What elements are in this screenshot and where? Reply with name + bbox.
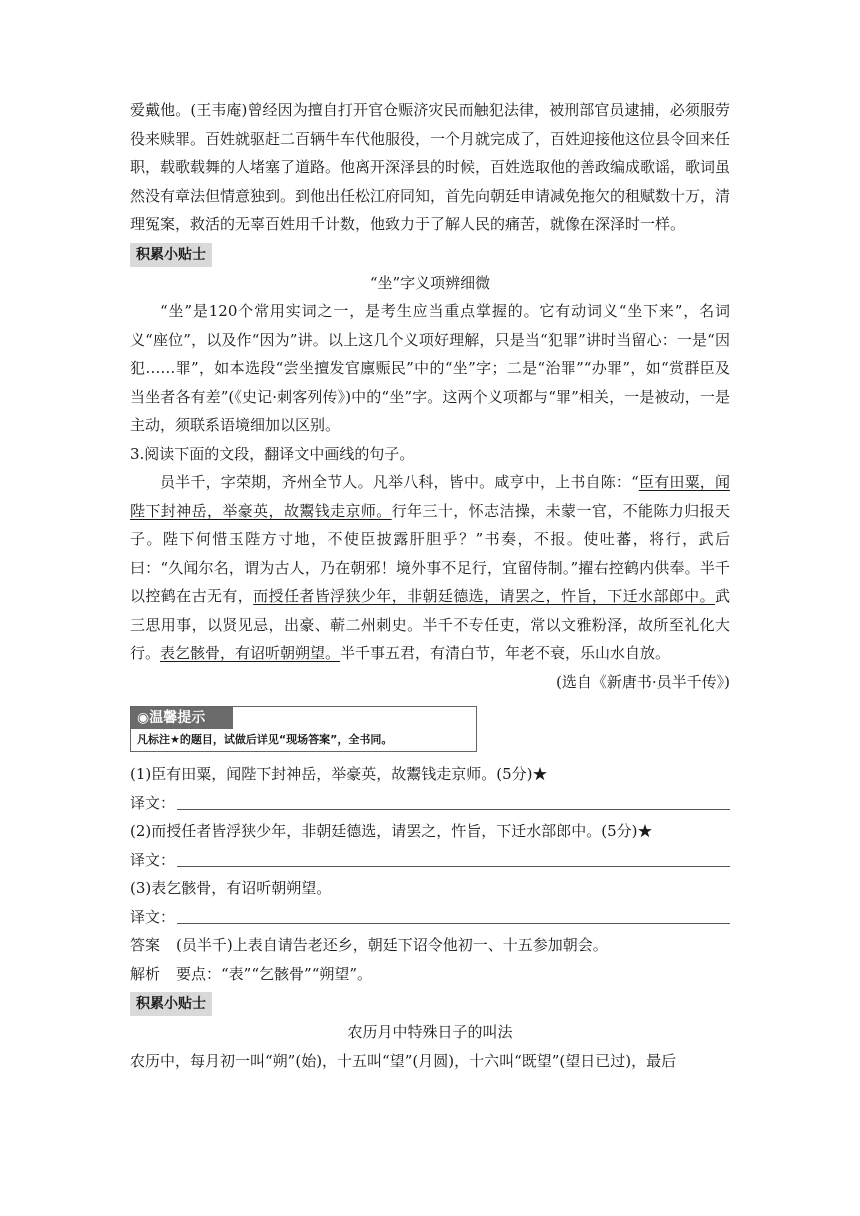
passage-text: 行年三十，怀志洁操，未蒙一官，不能陈力归报天子。陛下何惜玉陛方寸地，不使臣披露肝胆乎？”书奏，不报。使吐蕃，将行，武后曰：“久闻尔名，谓为古人，乃在朝邪！境外事不足行，宜留侍制。”擢右控鹤内供奉。半千以控鹤在古无有，: [130, 501, 730, 605]
intro-paragraph: 爱戴他。(王韦庵)曾经因为擅自打开官仓赈济灾民而触犯法律，被刑部官员逮捕，必须服劳役来赎罪。百姓就驱赶二百辆牛车代他服役，一个月就完成了，百姓迎接他这位县令回来任职，载歌载舞的人堵塞了道路。他离开深泽县的时候，百姓选取他的善政编成歌谣，歌词虽然没有章法但情意独到。到他出任松江府同知，首先向朝廷申请减免拖欠的租赋数十万，清理冤案，救活的无辜百姓用千计数，他致力于了解人民的痛苦，就像在深泽时一样。: [130, 101, 731, 233]
analysis-text: 要点：“表”“乞骸骨”“朔望”。: [176, 964, 373, 983]
sub-question-2: (2)而授任者皆浮狭少年，非朝廷德选，请罢之，忤旨，下迁水部郎中。(5分)★: [130, 822, 653, 840]
analysis-label: 解析: [130, 964, 161, 983]
translation-label: 译文：: [130, 793, 176, 812]
tip-header-2: 积累小贴士: [130, 992, 212, 1016]
source-citation: (选自《新唐书·员半千传》): [556, 672, 730, 691]
underlined-sentence-2: 而授任者皆浮狭少年，非朝廷德选，请罢之，忤旨，下迁水部郎中。: [253, 587, 715, 605]
sub-question-1: (1)臣有田粟，闻陛下封神岳，举豪英，故鬻钱走京师。(5分)★: [130, 765, 548, 783]
answer-blank-2[interactable]: [177, 848, 730, 867]
passage-text: 武三思用事，以贤见忌，出豪、蕲二州刺史。半千不专任吏，常以文雅粉泽，故所至礼化大行。: [130, 587, 730, 662]
passage-text: 员半千，字荣期，齐州全节人。凡举八科，皆中。咸亨中，上书自陈：“: [160, 473, 639, 491]
warm-tip-header: ◉温馨提示: [131, 707, 233, 729]
answer-label: 答案: [130, 936, 161, 954]
answer-line-3: [130, 903, 730, 932]
tip-title: “坐”字义项辨细微: [369, 273, 491, 292]
tip-header: 积累小贴士: [130, 243, 212, 267]
tip-body: “坐”是120个常用实词之一，是考生应当重点掌握的。它有动词义“坐下来”，名词义“座位”，以及作“因为”讲。以上这几个义项好理解，只是当“犯罪”讲时当留心：一是“因犯……罪”，如本选段“尝坐擅发官廪赈民”中的“坐”字；二是“治罪”“办罪”，如“赏群臣及当坐者各有差”(《史记·刺客列传》)中的“坐”字。这两个义项都与“罪”相关，一是被动，一是主动，须联系语境细加以区别。: [130, 302, 730, 434]
sub-question-3: (3)表乞骸骨，有诏听朝朔望。: [130, 879, 332, 897]
document-page: [130, 96, 730, 1075]
answer-row: [130, 931, 730, 960]
tip-title-2: 农历月中特殊日子的叫法: [347, 1023, 513, 1041]
underlined-sentence-3: 表乞骸骨，有诏听朝朔望。: [160, 644, 341, 662]
translation-label: 译文：: [130, 907, 176, 926]
answer-line-1: [130, 789, 730, 818]
translation-label: 译文：: [130, 850, 176, 869]
answer-text: (员半千)上表自请告老还乡，朝廷下诏令他初一、十五参加朝会。: [176, 936, 608, 954]
answer-blank-1[interactable]: [177, 791, 730, 810]
passage: [130, 468, 730, 668]
analysis-row: [130, 960, 730, 989]
answer-line-2: [130, 846, 730, 875]
passage-text: 半千事五君，有清白节，年老不衰，乐山水自放。: [340, 644, 671, 662]
answer-blank-3[interactable]: [177, 905, 730, 924]
warm-tip-body: 凡标注★的题目，试做后详见“现场答案”，全书同。: [137, 733, 393, 746]
underlined-sentence-1: 臣有田粟，闻陛下封神岳，举豪英，故鬻钱走京师。: [130, 473, 730, 520]
tip-body-2: 农历中，每月初一叫“朔”(始)，十五叫“望”(月圆)，十六叫“既望”(望日已过)，最后: [130, 1051, 677, 1070]
warm-tip-box: [130, 706, 477, 752]
question-prompt: 3.阅读下面的文段，翻译文中画线的句子。: [130, 444, 415, 463]
